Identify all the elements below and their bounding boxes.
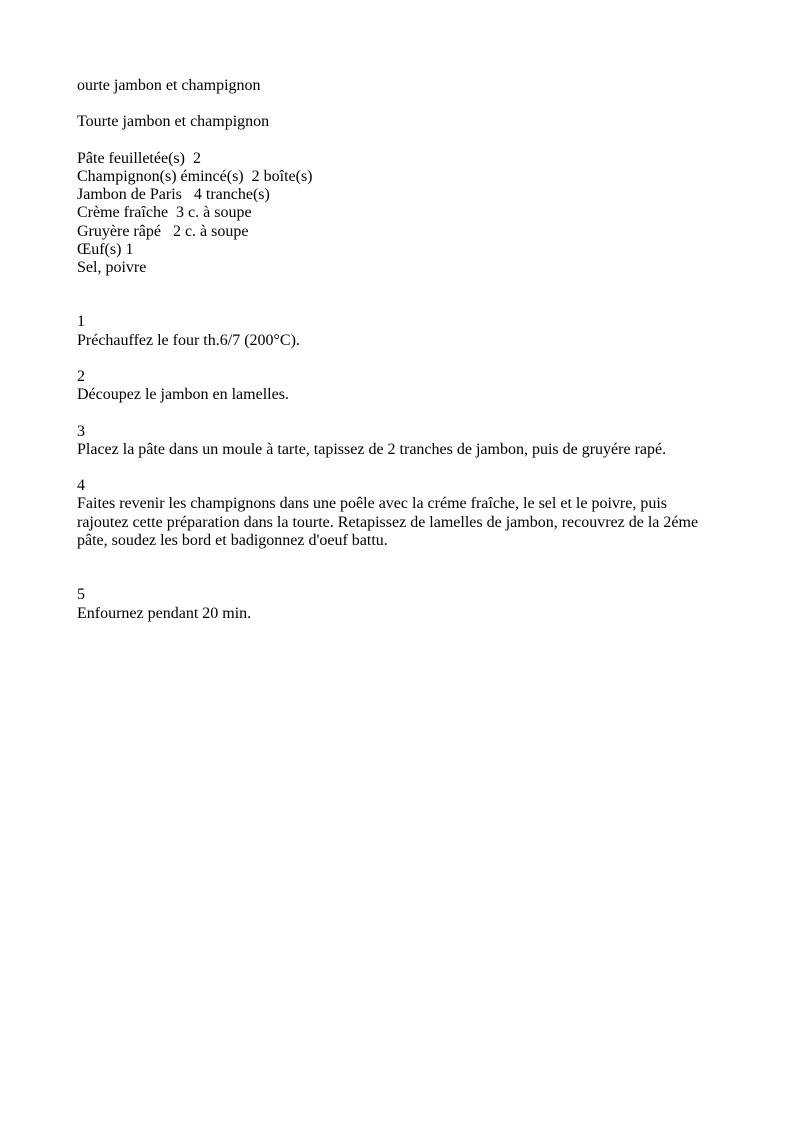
ingredient-item: Champignon(s) émincé(s) 2 boîte(s) <box>77 167 313 185</box>
step-item <box>77 368 717 404</box>
spacer <box>77 550 717 586</box>
step-number: 5 <box>77 586 85 604</box>
step-text: Enfournez pendant 20 min. <box>77 604 252 622</box>
document-page <box>77 77 717 623</box>
step-number: 2 <box>77 368 85 386</box>
ingredient-item: Jambon de Paris 4 tranche(s) <box>77 186 270 204</box>
step-item <box>77 586 717 622</box>
steps-list <box>77 313 717 622</box>
step-text: Préchauffez le four th.6/7 (200°C). <box>77 331 300 349</box>
step-number: 3 <box>77 422 85 440</box>
ingredient-item: Œuf(s) 1 <box>77 240 134 258</box>
step-text: Placez la pâte dans un moule à tarte, tapissez de 2 tranches de jambon, puis de gruyére rapé. <box>77 440 667 458</box>
recipe-title: Tourte jambon et champignon <box>77 113 270 131</box>
step-text: Faites revenir les champignons dans une poêle avec la créme fraîche, le sel et le poivre, puis rajoutez cette préparation dans la tourte. Retapissez de lamelles de jambon, recouvrez de la 2éme pâte, soudez les bord et badigonnez d'oeuf battu. <box>77 495 699 549</box>
step-item <box>77 313 717 349</box>
step-item <box>77 477 717 550</box>
spacer <box>77 459 717 477</box>
spacer <box>77 132 717 150</box>
step-number: 1 <box>77 313 85 331</box>
spacer <box>77 277 717 313</box>
spacer <box>77 404 717 422</box>
spacer <box>77 350 717 368</box>
ingredient-item: Gruyère râpé 2 c. à soupe <box>77 222 249 240</box>
spacer <box>77 95 717 113</box>
step-text: Découpez le jambon en lamelles. <box>77 386 289 404</box>
ingredient-item: Pâte feuilletée(s) 2 <box>77 149 201 167</box>
ingredient-item: Sel, poivre <box>77 258 147 276</box>
ingredient-list <box>77 150 717 277</box>
ingredient-item: Crème fraîche 3 c. à soupe <box>77 204 252 222</box>
header-fragment: ourte jambon et champignon <box>77 77 261 94</box>
step-item <box>77 423 717 459</box>
step-number: 4 <box>77 477 85 495</box>
